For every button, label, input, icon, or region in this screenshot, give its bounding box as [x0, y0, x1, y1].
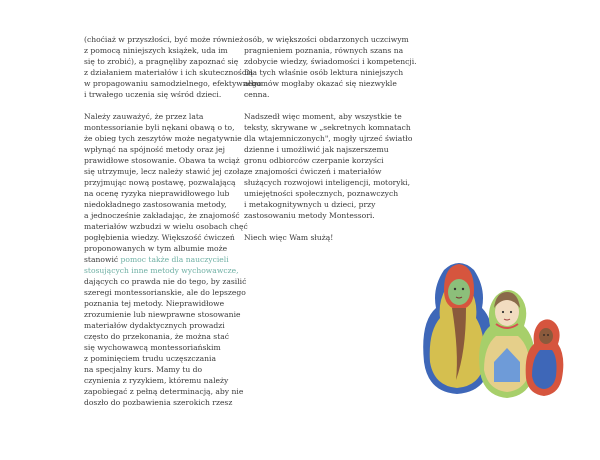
- text-line: z pominięciem trudu uczęszczania: [84, 354, 216, 363]
- text-line: Nadszedł więc moment, aby wszystkie te: [244, 112, 402, 121]
- text-line: czynienia z ryzykiem, któremu należy: [84, 376, 229, 385]
- text-line: montessorianie byli nękani obawą o to,: [84, 123, 235, 132]
- matryoshka-dolls-icon: [414, 252, 564, 402]
- text-line: Dla tych właśnie osób lektura niniejszych: [244, 68, 404, 77]
- text-line: dających co prawda nie do tego, by zasilić: [84, 277, 247, 286]
- text-line: cenna.: [244, 90, 270, 99]
- text-line: się utrzymuje, lecz należy stawić jej czoła,: [84, 167, 247, 176]
- text-line-with-highlight: [84, 254, 234, 265]
- text-line: pragnieniem poznania, równych szans na: [244, 46, 404, 55]
- text-line: materiałów wzbudzi w wielu osobach chęć: [84, 222, 248, 231]
- text-line: zastosowaniu metody Montessori.: [244, 211, 375, 220]
- text-line: dzienne i umożliwić jak najszerszemu: [244, 145, 389, 154]
- middle-doll: [479, 290, 535, 398]
- text-line: Należy zauważyć, że przez lata: [84, 112, 204, 121]
- text-line: osób, w większości obdarzonych uczciwym: [244, 35, 409, 44]
- text-line: dla wtajemniczonych", mogły ujrzeć światło: [244, 134, 413, 143]
- text-line: Niech więc Wam służą!: [244, 233, 334, 242]
- text-line: niedokładnego zastosowania metody,: [84, 200, 227, 209]
- text-line: (choćiaż w przyszłości, być może również: [84, 35, 244, 44]
- text-line: służących rozwojowi inteligencji, motoryki,: [244, 178, 411, 187]
- text-line: wpłynąć na spójność metody oraz jej: [84, 145, 225, 154]
- text-line: i trwałego uczenia się wśród dzieci.: [84, 90, 222, 99]
- text-line: materiałów dydaktycznych prowadzi: [84, 321, 225, 330]
- text-line: teksty, skrywane w „sekretnych komnatach: [244, 123, 411, 132]
- text-line: poznania tej metody. Nieprawidłowe: [84, 299, 225, 308]
- text-line: gronu odbiorców czerpanie korzyści: [244, 156, 384, 165]
- text-line: się wychowawcą montessoriańskim: [84, 343, 221, 352]
- text-line: zdobycie wiedzy, świadomości i kompetencji.: [244, 57, 417, 66]
- right-text-column: [244, 34, 417, 254]
- text-line: ze znajomości ćwiczeń i materiałów: [244, 167, 382, 176]
- text-line: doszło do pozbawienia szerokich rzesz: [84, 398, 233, 407]
- highlight-lead: stanowić: [84, 255, 121, 264]
- text-line: proponowanych w tym albumie może: [84, 244, 228, 253]
- text-line: a jednocześnie zakładając, że znajomość: [84, 211, 240, 220]
- paragraph-secret-rooms: [244, 111, 413, 221]
- text-line: i metakognitywnych u dzieci, przy: [244, 200, 376, 209]
- text-line: pogłębienia wiedzy. Większość ćwiczeń: [84, 233, 235, 242]
- text-line: albumów mogłaby okazać się niezwykle: [244, 79, 397, 88]
- text-line: przyjmując nową postawę, pozwalającą: [84, 178, 236, 187]
- text-line: się to zrobić), a pragnęliby zapoznać się: [84, 57, 239, 66]
- text-line: umiejętności społecznych, poznawczych: [244, 189, 399, 198]
- text-line: z pomocą niniejszych książek, uda im: [84, 46, 228, 55]
- text-line: często do przekonania, że można stać: [84, 332, 230, 341]
- text-line: że obieg tych zeszytów może negatywnie: [84, 134, 242, 143]
- text-line: prawidłowe stosowanie. Obawa ta wciąż: [84, 156, 240, 165]
- text-line: szeregi montessorianskie, ale do lepszego: [84, 288, 246, 297]
- highlighted-text: stosujących inne metody wychowawcze,: [84, 266, 239, 275]
- text-line: zrozumienie lub niewprawne stosowanie: [84, 310, 241, 319]
- text-line: z działaniem materiałów i ich skutecznością: [84, 68, 254, 77]
- text-line: na specjalny kurs. Mamy tu do: [84, 365, 203, 374]
- paragraph-closing: [244, 232, 404, 243]
- text-line: zapobiegać z pełną determinacją, aby nie: [84, 387, 244, 396]
- highlighted-text: pomoc także dla nauczycieli: [120, 255, 229, 264]
- text-line: w propagowaniu samodzielnego, efektywnego: [84, 79, 262, 88]
- text-line: na ocenę ryzyka nieprawidłowego lub: [84, 189, 230, 198]
- paragraph-concerns: [84, 111, 248, 408]
- small-doll: [526, 319, 564, 396]
- paragraph-continuation: [244, 34, 417, 100]
